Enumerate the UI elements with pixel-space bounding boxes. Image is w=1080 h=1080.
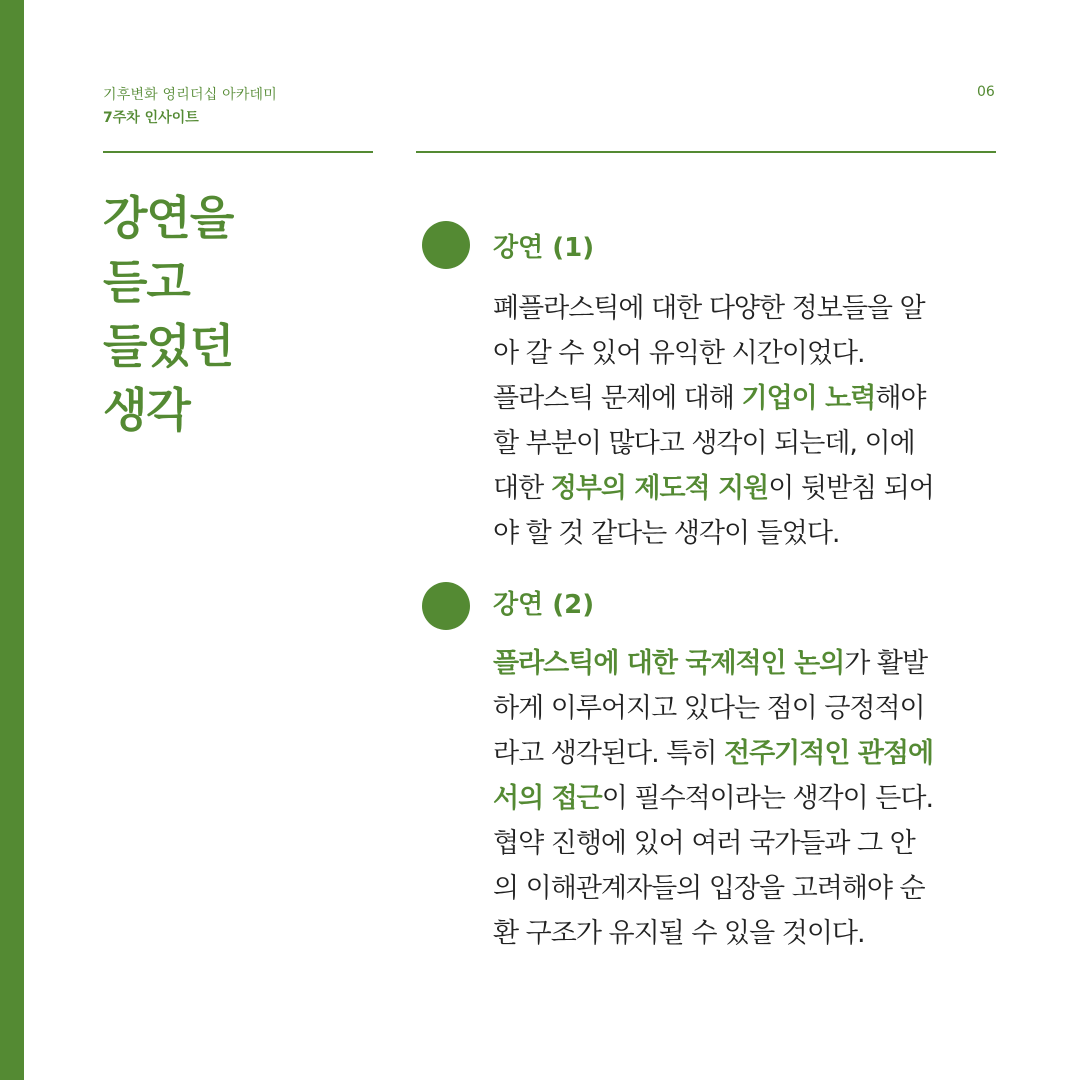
body-text-segment: 야 할 것 같다는 생각이 들었다.	[493, 518, 840, 549]
body-line	[493, 466, 993, 511]
body-line	[493, 641, 993, 686]
body-text-segment: 협약 진행에 있어 여러 국가들과 그 안	[493, 828, 915, 859]
page-title-line: 듣고	[103, 255, 190, 309]
highlight-text: 전주기적인 관점에	[724, 738, 934, 769]
body-text-segment: 해야	[875, 383, 926, 414]
series-title: 기후변화 영리더십 아카데미	[103, 87, 277, 103]
body-text-segment: 라고 생각된다. 특히	[493, 738, 724, 769]
highlight-text: 정부의 제도적 지원	[550, 473, 769, 504]
body-line	[493, 776, 993, 821]
body-line	[493, 866, 993, 911]
body-text-segment: 가 활발	[844, 648, 928, 679]
body-text-segment: 플라스틱 문제에 대해	[493, 383, 742, 414]
body-line	[493, 821, 993, 866]
body-text-segment: 이 뒷받침 되어	[768, 473, 934, 504]
section-1-heading: 강연 (1)	[493, 233, 595, 263]
divider-right	[416, 151, 996, 153]
page-title-line: 강연을	[103, 191, 234, 245]
page-title-line: 생각	[103, 383, 190, 437]
section-2-heading: 강연 (2)	[493, 590, 595, 620]
body-text-segment: 폐플라스틱에 대한 다양한 정보들을 알	[493, 293, 925, 324]
body-text-segment: 하게 이루어지고 있다는 점이 긍정적이	[493, 693, 925, 724]
section-2-body	[493, 641, 993, 956]
body-text-segment: 할 부분이 많다고 생각이 되는데, 이에	[493, 428, 915, 459]
page-title	[103, 186, 343, 442]
body-text-segment: 아 갈 수 있어 유익한 시간이었다.	[493, 338, 865, 369]
body-line	[493, 911, 993, 956]
body-line	[493, 286, 993, 331]
section-1-bullet-icon	[422, 221, 470, 269]
body-text-segment: 의 이해관계자들의 입장을 고려해야 순	[493, 873, 925, 904]
week-title: 7주차 인사이트	[103, 110, 199, 126]
highlight-text: 기업이 노력	[741, 383, 876, 414]
body-line	[493, 376, 993, 421]
page-number: 06	[977, 84, 995, 100]
body-text-segment: 환 구조가 유지될 수 있을 것이다.	[493, 918, 865, 949]
page-title-line: 들었던	[103, 319, 234, 373]
body-text-segment: 이 필수적이라는 생각이 든다.	[601, 783, 934, 814]
body-line	[493, 421, 993, 466]
body-line	[493, 731, 993, 776]
body-text-segment: 대한	[493, 473, 551, 504]
side-accent-bar	[0, 0, 24, 1080]
section-1-body	[493, 286, 993, 556]
body-line	[493, 511, 993, 556]
highlight-text: 서의 접근	[493, 783, 602, 814]
body-line	[493, 331, 993, 376]
section-2-bullet-icon	[422, 582, 470, 630]
highlight-text: 플라스틱에 대한 국제적인 논의	[493, 648, 845, 679]
body-line	[493, 686, 993, 731]
divider-left	[103, 151, 373, 153]
